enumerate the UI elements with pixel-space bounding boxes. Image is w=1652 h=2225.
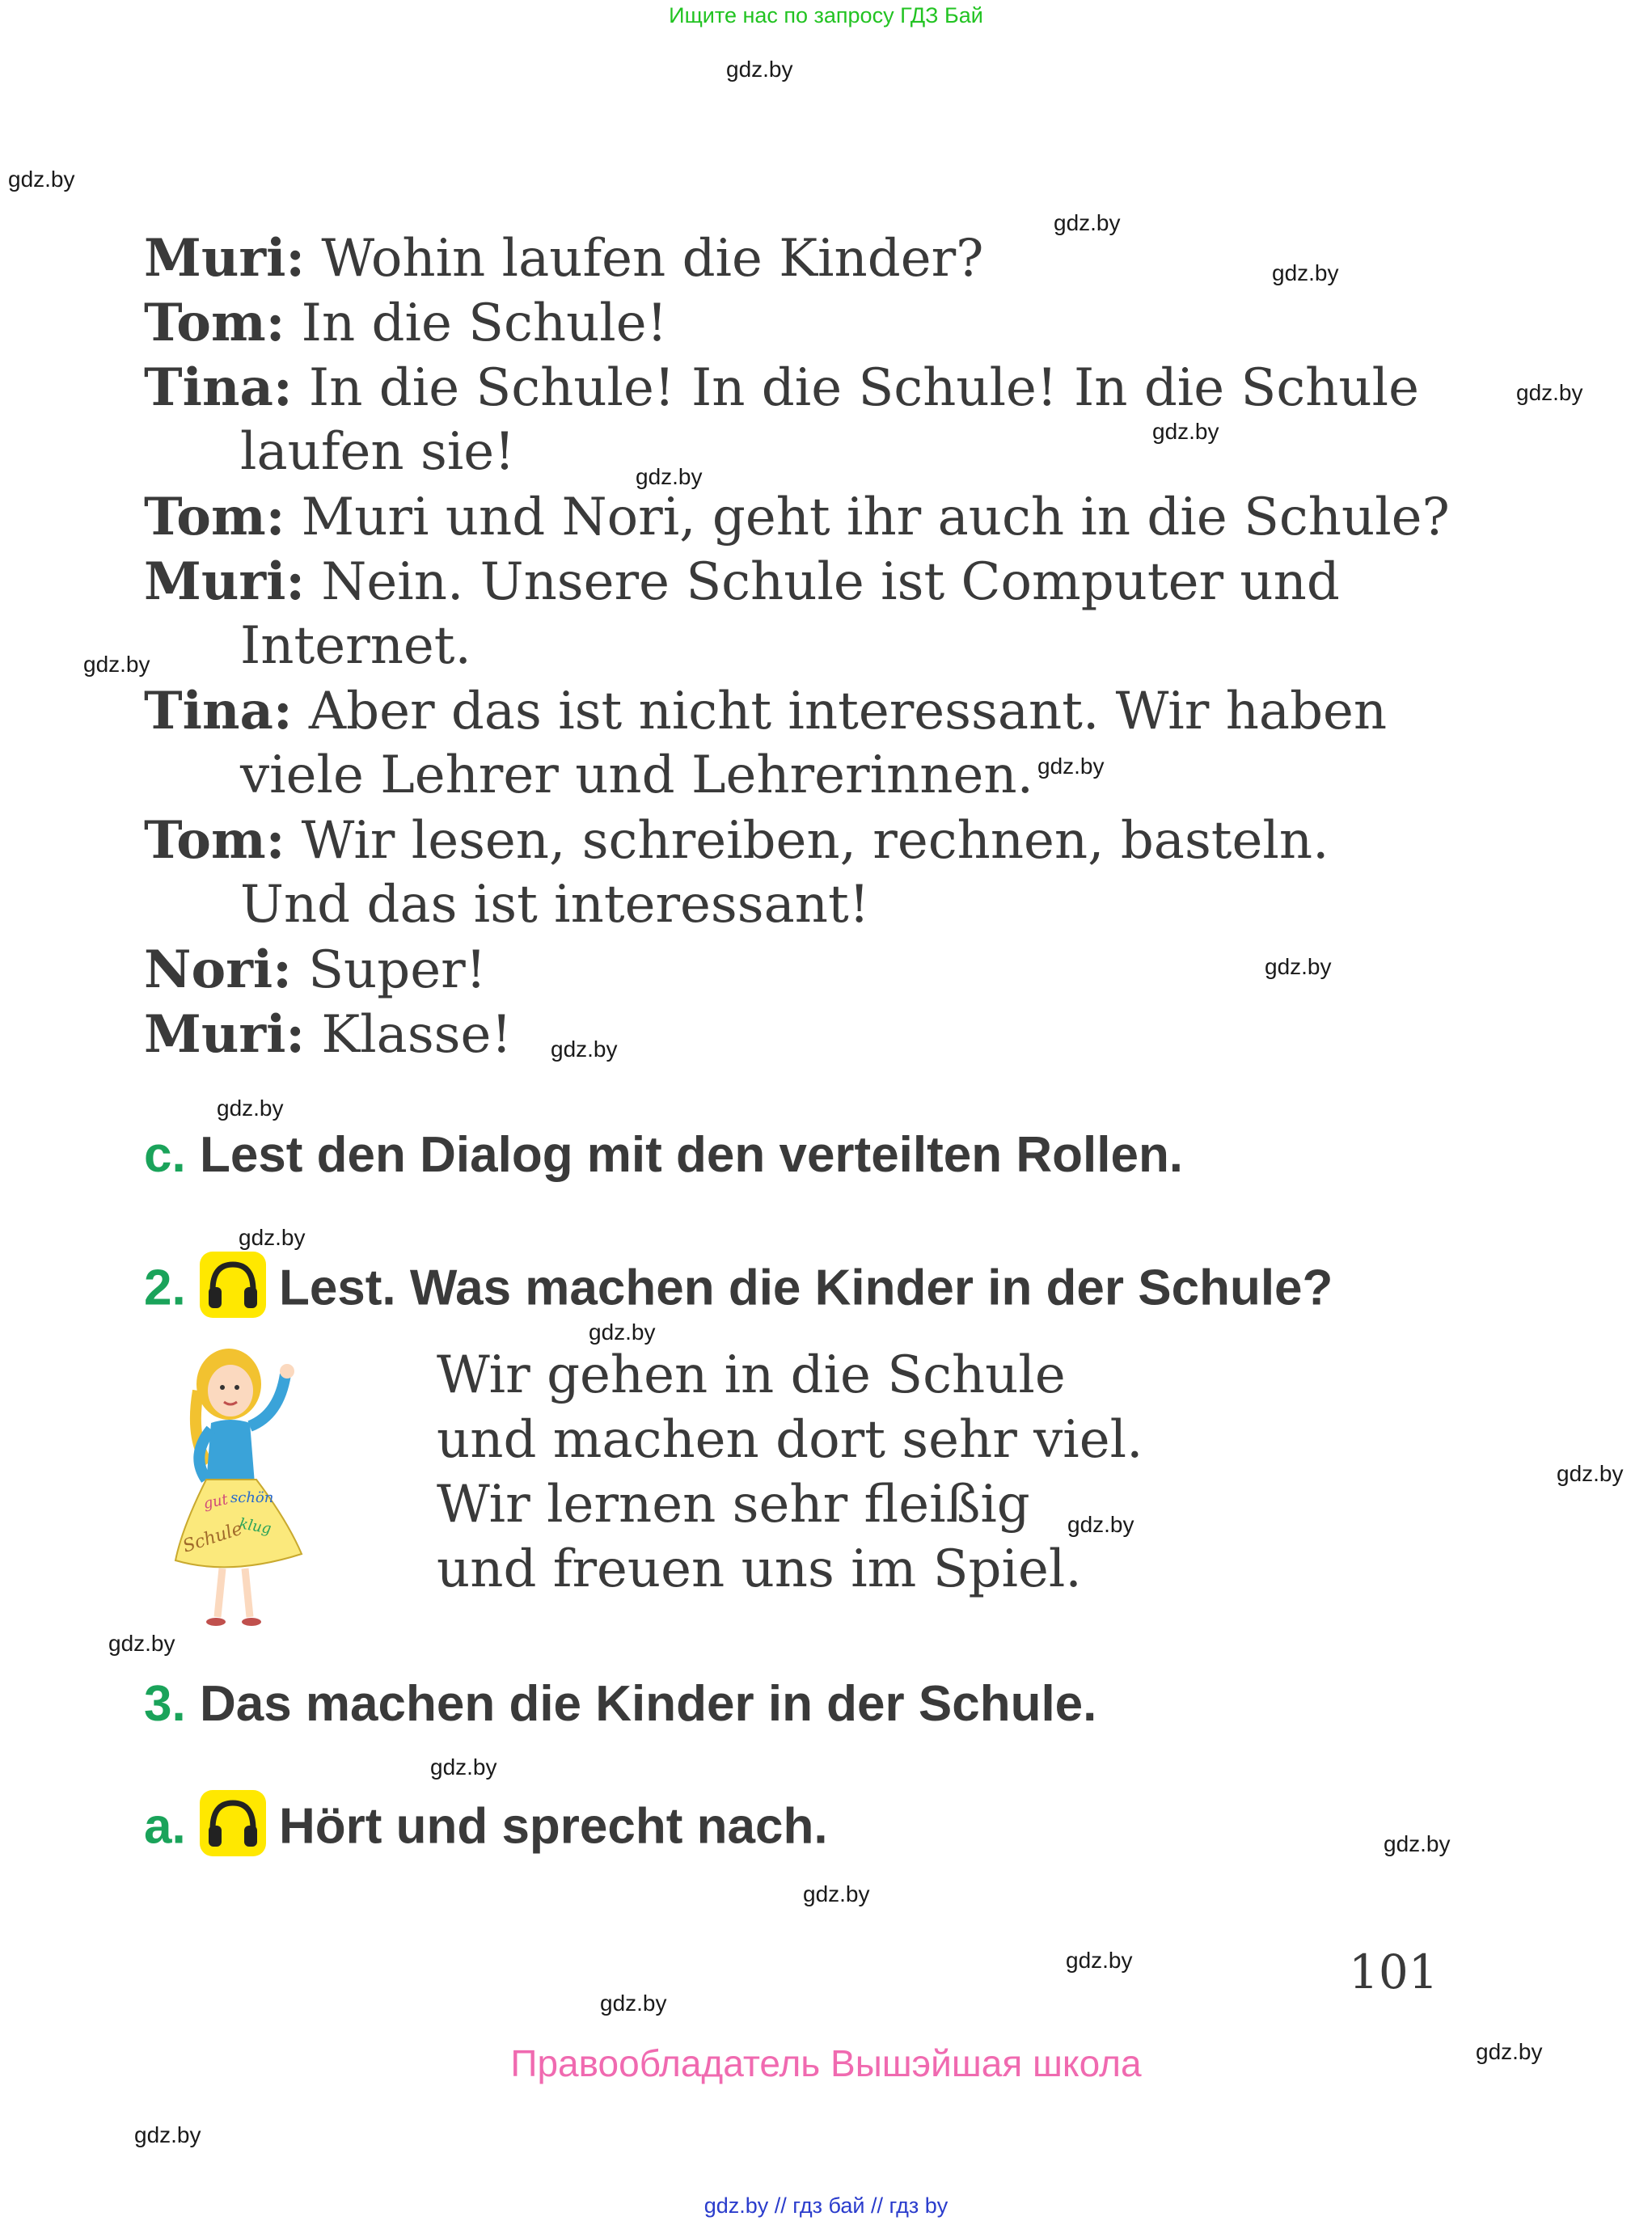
dialog-line bbox=[144, 681, 1387, 741]
task-text: Das machen die Kinder in der Schule. bbox=[199, 1676, 1097, 1732]
dialog-text: Klasse! bbox=[321, 1005, 513, 1065]
watermark: gdz.by bbox=[1152, 419, 1219, 444]
dialog-text: In die Schule! In die Schule! In die Schule bbox=[308, 358, 1419, 418]
headphones-icon[interactable] bbox=[200, 1790, 266, 1856]
poem-line: und machen dort sehr viel. bbox=[437, 1410, 1143, 1470]
dialog-text: Super! bbox=[308, 940, 487, 1000]
task-number: c. bbox=[144, 1127, 186, 1183]
dialog-continuation: laufen sie! bbox=[240, 422, 515, 482]
watermark: gdz.by bbox=[239, 1225, 306, 1250]
dialog-line bbox=[144, 1004, 512, 1065]
speaker-name: Tina: bbox=[144, 357, 293, 418]
dialog-continuation: Internet. bbox=[240, 616, 471, 676]
skirt-word: gut bbox=[201, 1491, 230, 1513]
watermark: gdz.by bbox=[551, 1037, 618, 1062]
dialog-text: Aber das ist nicht interessant. Wir haben bbox=[308, 682, 1388, 741]
dialog-text: Nein. Unsere Schule ist Computer und bbox=[321, 552, 1340, 612]
poem-line: Wir lernen sehr fleißig bbox=[437, 1475, 1030, 1535]
dialog-line bbox=[144, 487, 1450, 547]
watermark: gdz.by bbox=[1557, 1461, 1624, 1486]
copyright-footer: Правообладатель Вышэйшая школа bbox=[510, 2042, 1142, 2084]
speaker-name: Tom: bbox=[144, 487, 285, 547]
speaker-name: Muri: bbox=[144, 1004, 306, 1065]
watermark: gdz.by bbox=[1066, 1948, 1133, 1973]
top-banner: Ищите нас по запросу ГДЗ Бай bbox=[669, 3, 983, 27]
page-number: 101 bbox=[1349, 1944, 1439, 1999]
watermark: gdz.by bbox=[134, 2122, 201, 2147]
task-3 bbox=[144, 1675, 1096, 1733]
dialog-line bbox=[144, 939, 486, 1000]
task-number: a. bbox=[144, 1798, 186, 1855]
bottom-links[interactable]: gdz.by // гдз бай // гдз by bbox=[703, 2193, 949, 2218]
skirt-word: Schule bbox=[180, 1518, 245, 1557]
task-number: 2. bbox=[144, 1260, 186, 1316]
speaker-name: Tom: bbox=[144, 293, 285, 353]
watermark: gdz.by bbox=[726, 57, 793, 82]
watermark: gdz.by bbox=[430, 1754, 497, 1780]
dialog-continuation: Und das ist interessant! bbox=[240, 875, 870, 935]
speaker-name: Tom: bbox=[144, 810, 285, 871]
watermark: gdz.by bbox=[1067, 1512, 1134, 1537]
watermark: gdz.by bbox=[83, 652, 150, 677]
poem-line: Wir gehen in die Schule bbox=[437, 1345, 1066, 1405]
skirt-word: schön bbox=[230, 1489, 274, 1506]
watermark: gdz.by bbox=[803, 1881, 870, 1906]
watermark: gdz.by bbox=[636, 464, 703, 489]
dialog-text: Muri und Nori, geht ihr auch in die Schule? bbox=[301, 488, 1450, 547]
task-2 bbox=[144, 1258, 1333, 1324]
task-a bbox=[144, 1796, 828, 1863]
task-c bbox=[144, 1126, 1183, 1184]
dialog-continuation: viele Lehrer und Lehrerinnen. bbox=[240, 745, 1033, 805]
watermark: gdz.by bbox=[1037, 754, 1105, 779]
dialog-line bbox=[144, 810, 1329, 871]
dialog-text: In die Schule! bbox=[301, 293, 668, 353]
headphones-icon[interactable] bbox=[200, 1252, 266, 1318]
dialog-line bbox=[144, 293, 667, 353]
watermark: gdz.by bbox=[8, 167, 75, 192]
watermark: gdz.by bbox=[1476, 2039, 1543, 2064]
watermark: gdz.by bbox=[217, 1096, 284, 1121]
poem-line: und freuen uns im Spiel. bbox=[437, 1539, 1082, 1599]
watermark: gdz.by bbox=[1054, 210, 1121, 235]
speaker-name: Muri: bbox=[144, 551, 306, 612]
watermark: gdz.by bbox=[108, 1631, 175, 1656]
girl-illustration bbox=[166, 1342, 319, 1633]
watermark: gdz.by bbox=[1265, 954, 1332, 979]
task-number: 3. bbox=[144, 1676, 186, 1732]
dialog-text: Wohin laufen die Kinder? bbox=[321, 229, 984, 289]
dialog-line bbox=[144, 551, 1340, 612]
dialog-line bbox=[144, 357, 1419, 418]
dialog-line bbox=[144, 228, 983, 289]
watermark: gdz.by bbox=[589, 1319, 656, 1345]
speaker-name: Nori: bbox=[144, 939, 292, 1000]
watermark: gdz.by bbox=[1516, 380, 1583, 405]
task-text: Hört und sprecht nach. bbox=[278, 1798, 828, 1855]
skirt-word: klug bbox=[238, 1515, 273, 1538]
dialog-text: Wir lesen, schreiben, rechnen, basteln. bbox=[301, 811, 1329, 871]
speaker-name: Tina: bbox=[144, 681, 293, 741]
watermark: gdz.by bbox=[1272, 260, 1339, 285]
task-text: Lest den Dialog mit den verteilten Rollen. bbox=[199, 1127, 1184, 1183]
watermark: gdz.by bbox=[600, 1991, 667, 2016]
watermark: gdz.by bbox=[1384, 1831, 1451, 1856]
task-text: Lest. Was machen die Kinder in der Schule? bbox=[278, 1260, 1333, 1316]
speaker-name: Muri: bbox=[144, 228, 306, 289]
